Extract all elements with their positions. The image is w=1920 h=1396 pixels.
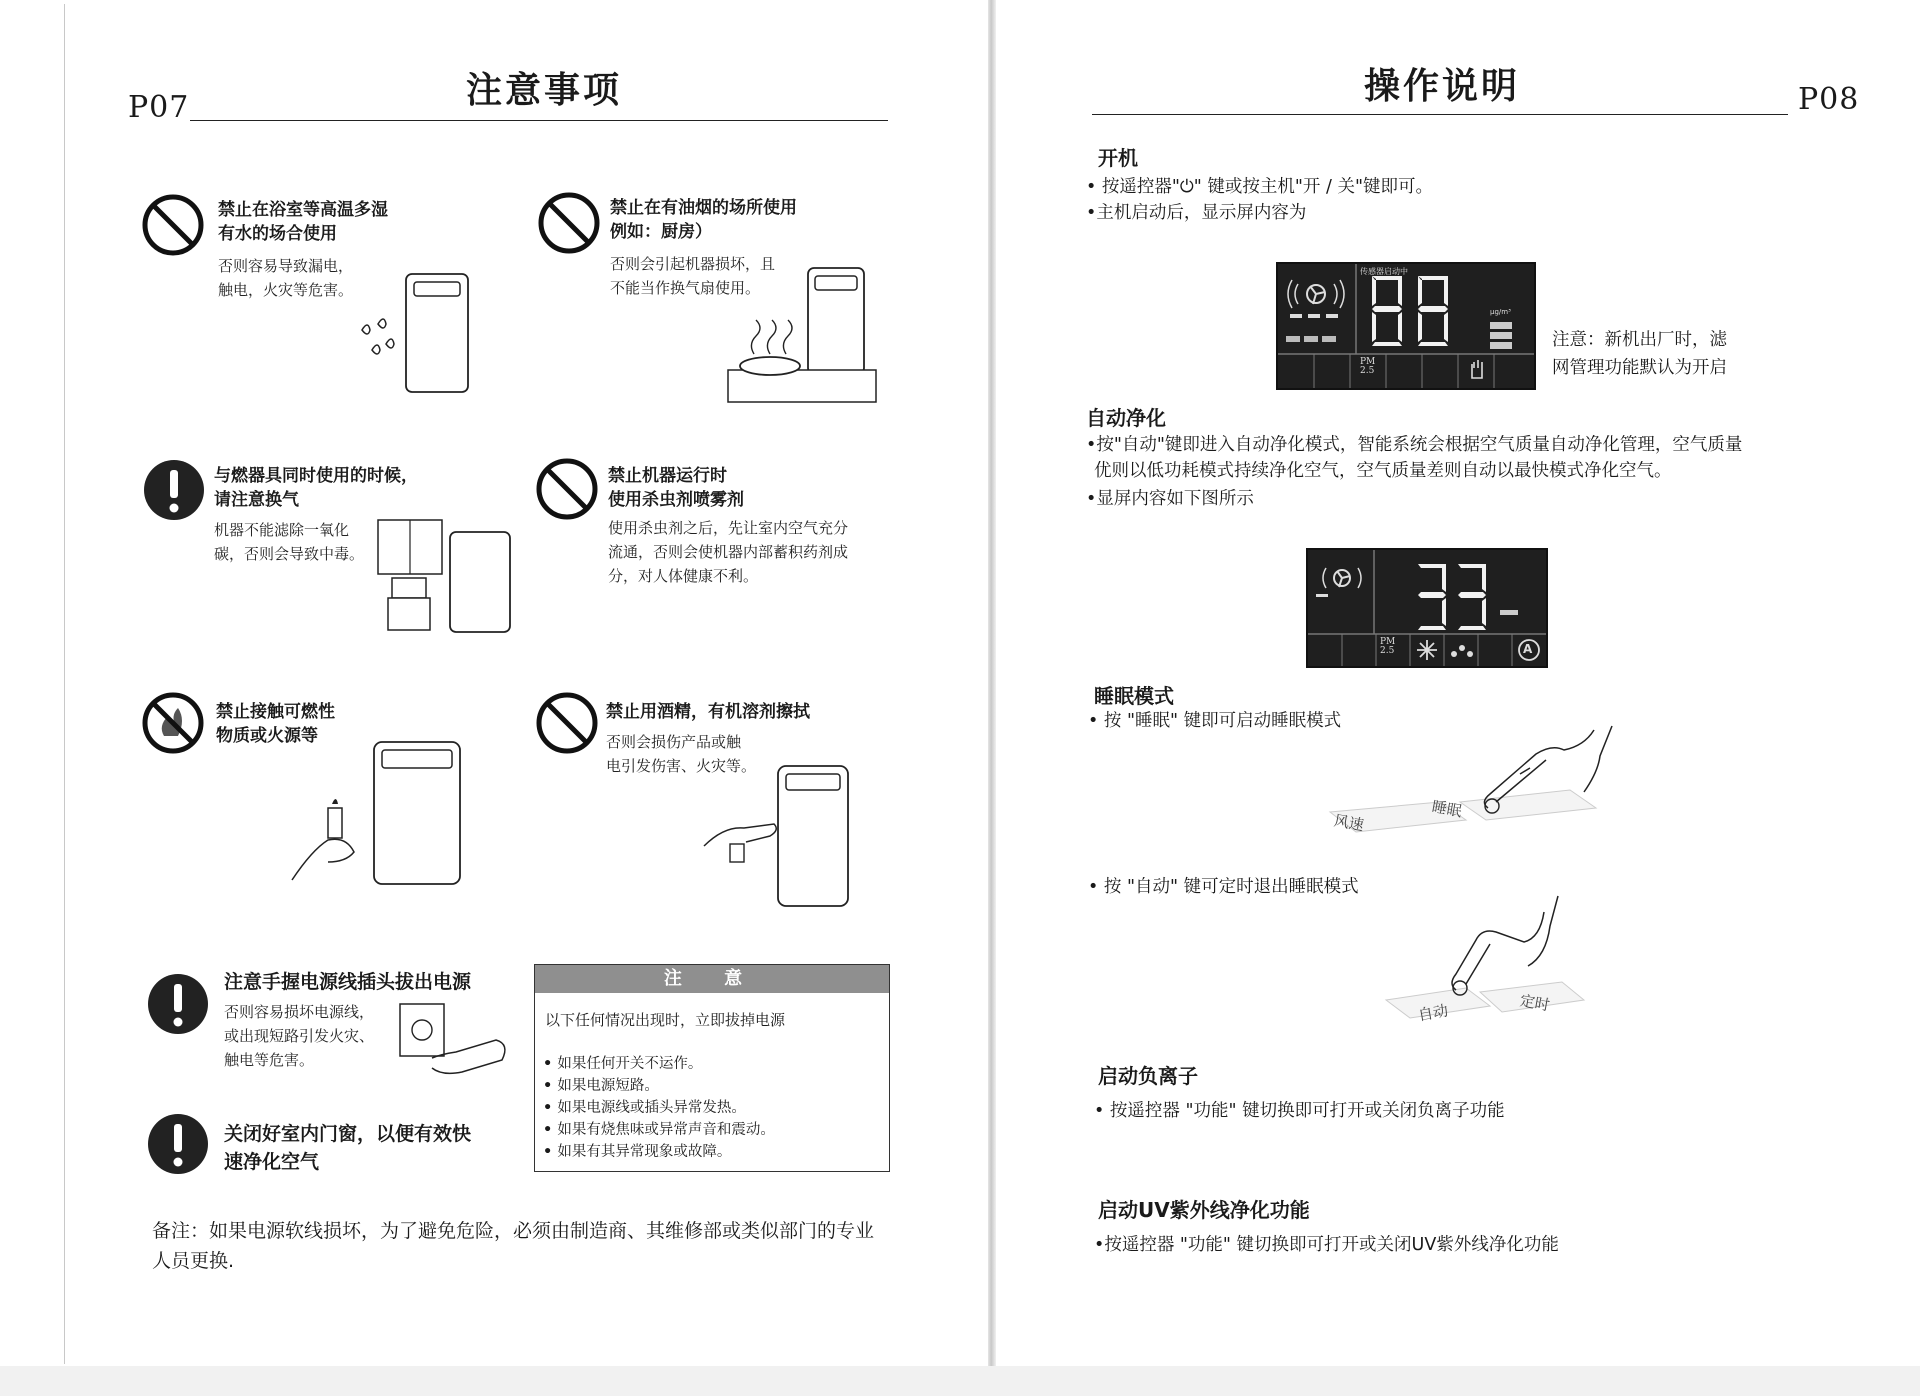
lcd-unit: μg/m³ xyxy=(1490,308,1511,316)
prohibited-icon xyxy=(534,456,600,522)
no-fire-icon xyxy=(140,690,206,756)
power-on-line-1: • 按遥控器"⏻" 键或按主机"开 / 关"键即可。 xyxy=(1086,177,1434,197)
page-title-left: 注意事项 xyxy=(466,70,623,111)
scan-edge xyxy=(0,1366,1920,1396)
list-item: • 如果有烧焦味或异常声音和震动。 xyxy=(543,1119,775,1141)
header-rule-right xyxy=(1092,114,1788,115)
hand-press-auto-illustration xyxy=(1380,888,1600,1028)
page-title-right: 操作说明 xyxy=(1364,66,1521,107)
auto-line-3: •显屏内容如下图所示 xyxy=(1086,489,1254,509)
section-heading-sleep: 睡眠模式 xyxy=(1094,684,1174,708)
list-item: • 如果有其异常现象或故障。 xyxy=(543,1141,775,1163)
warning-body-insecticide: 使用杀虫剂之后，先让室内空气充分 流通，否则会使机器内部蓄积药剂成 分，对人体健康不利。 xyxy=(608,519,849,585)
warning-title-gas-appliance: 与燃器具同时使用的时候， 请注意换气 xyxy=(214,466,418,510)
sleep-line-1: • 按 "睡眠" 键即可启动睡眠模式 xyxy=(1088,711,1342,731)
section-heading-auto: 自动净化 xyxy=(1086,406,1166,430)
button-label-auto: 自动 xyxy=(1416,1001,1450,1025)
lcd-pm-label: PM 2.5 xyxy=(1360,357,1376,376)
notice-box-header: 注 意 xyxy=(535,965,889,993)
lcd-status-text: 传感器启动中 xyxy=(1360,267,1408,276)
section-heading-uv: 启动UV紫外线净化功能 xyxy=(1098,1198,1310,1222)
warning-title-kitchen: 禁止在有油烟的场所使用 例如：厨房） xyxy=(610,198,797,242)
sleep-line-2: • 按 "自动" 键可定时退出睡眠模式 xyxy=(1088,877,1359,897)
uv-line-1: •按遥控器 "功能" 键切换即可打开或关闭UV紫外线净化功能 xyxy=(1094,1235,1559,1255)
book-spine xyxy=(988,0,996,1396)
warning-body-unplug: 否则容易损坏电源线， 或出现短路引发火灾、 触电等危害。 xyxy=(224,1003,375,1069)
prohibited-icon xyxy=(140,192,206,258)
remark-cord-replacement: 备注：如果电源软线损坏，为了避免危险，必须由制造商、其维修部或类似部门的专业 人员更换. xyxy=(152,1220,875,1272)
warning-title-alcohol: 禁止用酒精，有机溶剂擦拭 xyxy=(606,702,810,722)
lcd-pm-value xyxy=(1412,556,1492,632)
anion-line-1: • 按遥控器 "功能" 键切换即可打开或关闭负离子功能 xyxy=(1094,1101,1505,1121)
warning-body-alcohol: 否则会损伤产品或触 电引发伤害、火灾等。 xyxy=(606,733,757,775)
lcd-display-startup xyxy=(1276,262,1536,390)
list-item: • 如果电源短路。 xyxy=(543,1075,775,1097)
warning-title-flammable: 禁止接触可燃性 物质或火源等 xyxy=(216,702,335,746)
notice-box-list xyxy=(543,1053,775,1163)
warning-title-bathroom: 禁止在浴室等高温多湿 有水的场合使用 xyxy=(218,200,388,244)
prohibited-icon xyxy=(536,190,602,256)
lcd-auto-symbol: A xyxy=(1523,642,1533,656)
page-number-right: P08 xyxy=(1798,82,1860,117)
exclamation-icon xyxy=(142,458,206,522)
plug-socket-illustration xyxy=(396,1000,516,1082)
button-label-sleep: 睡眠 xyxy=(1430,797,1464,821)
exclamation-icon xyxy=(146,1112,210,1176)
list-item: • 如果电源线或插头异常发热。 xyxy=(543,1097,775,1119)
list-item: • 如果任何开关不运作。 xyxy=(543,1053,775,1075)
button-label-timer: 定时 xyxy=(1518,991,1552,1015)
button-label-wind-speed: 风速 xyxy=(1332,811,1366,835)
section-heading-power-on: 开机 xyxy=(1098,146,1138,170)
warning-title-insecticide: 禁止机器运行时 使用杀虫剂喷雾剂 xyxy=(608,466,744,510)
page-number-left: P07 xyxy=(128,90,190,125)
lcd-pm-label: PM 2.5 xyxy=(1380,637,1396,656)
section-heading-anion: 启动负离子 xyxy=(1098,1064,1198,1088)
warning-title-close-windows: 关闭好室内门窗，以便有效快 速净化空气 xyxy=(224,1123,472,1173)
power-on-line-2: •主机启动后，显示屏内容为 xyxy=(1086,203,1307,223)
warning-title-unplug: 注意手握电源线插头拔出电源 xyxy=(224,971,472,993)
purifier-lighter-illustration xyxy=(282,738,472,888)
purifier-kitchen-illustration xyxy=(724,262,884,406)
auto-line-2: 优则以低功耗模式持续净化空气，空气质量差则自动以最快模式净化空气。 xyxy=(1094,461,1672,481)
warning-body-gas-appliance: 机器不能滤除一氧化 碳，否则会导致中毒。 xyxy=(214,521,365,563)
purifier-gas-stove-illustration xyxy=(376,518,516,636)
warning-body-kitchen: 否则会引起机器损坏，且 不能当作换气扇使用。 xyxy=(610,255,776,297)
lcd-display-auto xyxy=(1306,548,1548,668)
notice-box-lead: 以下任何情况出现时，立即拔掉电源 xyxy=(545,1011,786,1029)
hand-press-sleep-illustration xyxy=(1320,712,1620,842)
header-rule-left xyxy=(190,120,888,121)
filter-management-note: 注意：新机出厂时，滤 网管理功能默认为开启 xyxy=(1552,330,1727,378)
warning-body-bathroom: 否则容易导致漏电， 触电，火灾等危害。 xyxy=(218,257,354,299)
notice-box xyxy=(534,964,890,1172)
exclamation-icon xyxy=(146,972,210,1036)
purifier-wiping-illustration xyxy=(700,760,870,910)
purifier-with-water-illustration xyxy=(352,268,482,398)
prohibited-icon xyxy=(534,690,600,756)
auto-line-1: •按"自动"键即进入自动净化模式，智能系统会根据空气质量自动净化管理，空气质量 xyxy=(1086,435,1743,455)
lcd-pm-value xyxy=(1370,270,1454,350)
